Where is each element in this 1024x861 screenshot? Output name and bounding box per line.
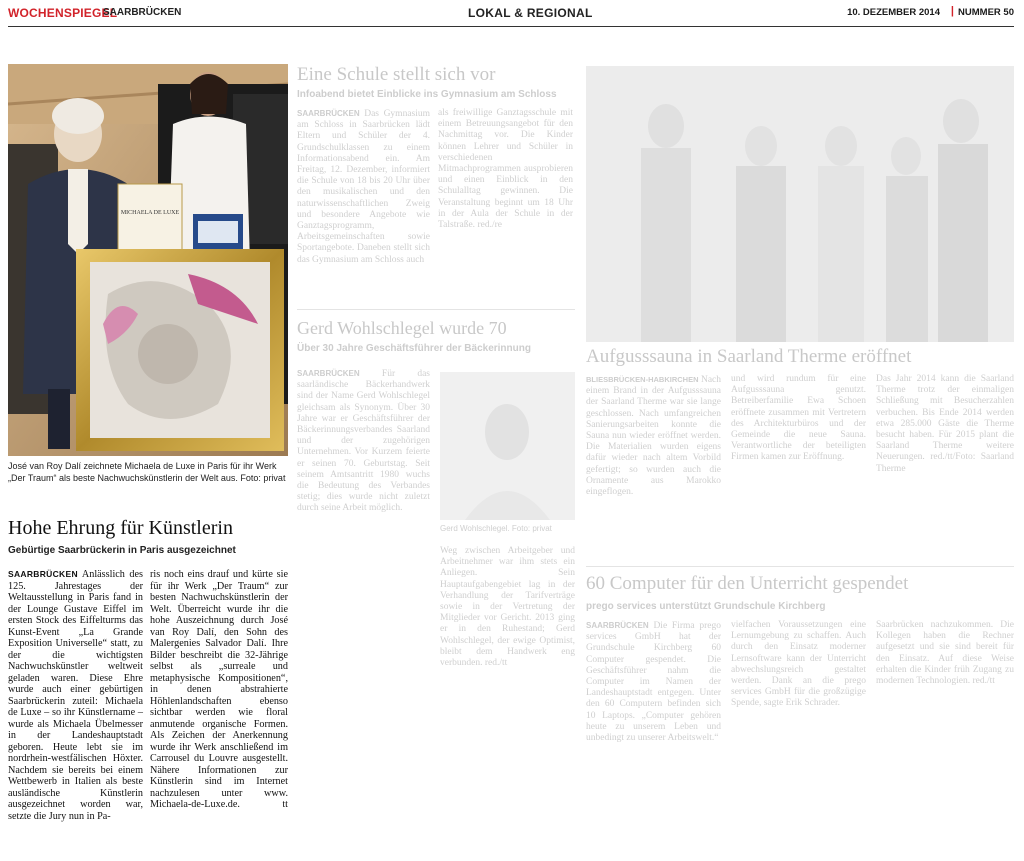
article-headline: Hohe Ehrung für Künstlerin xyxy=(8,517,233,539)
faded-text-sauna-3: Das Jahr 2014 kann die Saarland Therme trotz der einmaligen Schließung mit Besucherzahlen verbuchen. Bis Ende 2014 werden etwa 285.000 Gäste die Therme besucht haben. Für 2015 plant die Saarland Therme weitere Neuerungen. xyxy=(876,374,1014,463)
faded-col-sauna-1 xyxy=(586,374,721,564)
faded-text-gerd-2: Weg zwischen Arbeitgeber und Arbeitnehmer war ihm stets ein Anliegen. Sein Hauptaufgabengebiet lag in der Verhandlung der Tarifverträge sowie in der Vertretung der Mitglieder vor Gericht. 2013 ging er in den Ruhestand; Gerd Wohlschlegel, der ewige Optimist, bleibt dem Handwerk eng verbunden. xyxy=(440,546,575,669)
faded-signature-gerd: red./tt xyxy=(484,658,508,669)
faded-col-schule-1 xyxy=(297,108,430,308)
faded-col-gerd-1 xyxy=(297,368,430,848)
faded-title-sauna: Aufgusssauna in Saarland Therme eröffnet xyxy=(586,346,912,367)
photo-caption: José van Roy Dalí zeichnete Michaela de Luxe in Paris für ihr Werk „Der Traum“ als beste Nachwuchskünstlerin der Welt aus. Foto: privat xyxy=(8,461,286,483)
faded-col-computer-3 xyxy=(876,620,1014,850)
faded-dateline-gerd: SAARBRÜCKEN xyxy=(297,369,360,378)
divider xyxy=(586,566,1014,567)
edition-city: SAARBRÜCKEN xyxy=(103,7,182,18)
article-column-2 xyxy=(150,569,288,811)
faded-caption-gerd: Gerd Wohlschlegel. Foto: privat xyxy=(440,524,552,533)
header-separator: | xyxy=(950,5,954,17)
faded-text-computer-3: Saarbrücken nachzukommen. Die Kollegen haben die Rechner aufgesetzt und sie sind bereit für den Einsatz. Auf diese Weise erhalten die Kinder früh Zugang zu modernen Technologien. xyxy=(876,620,1014,687)
issue-date: 10. DEZEMBER 2014 xyxy=(847,7,940,18)
faded-signature-computer: red./tt xyxy=(972,676,995,687)
faded-signature-sauna: red./tt/Foto: Saarland Therme xyxy=(876,452,1014,474)
faded-text-gerd-1: Für das saarländische Bäckerhandwerk sind der Name Gerd Wohlschlegel gleichsam als Synonym. Über 30 Jahre war er Geschäftsführer der Bäckerinnungsverbandes Saarland und der zugehörigen Unternehmen. Vor Kurzem feierte er seinen 70. Geburtstag. Seit seinem Amtsantritt 1980 wuchs die Bedeutung des Verbandes stetig; dies wurde nicht zuletzt durch seine Arbeit möglich. xyxy=(297,369,430,514)
faded-title-schule: Eine Schule stellt sich vor xyxy=(297,64,496,85)
faded-col-sauna-2 xyxy=(731,374,866,564)
page-header xyxy=(8,4,1014,27)
article-column-1 xyxy=(8,569,143,822)
divider xyxy=(297,309,575,310)
article-signature: tt xyxy=(282,799,288,810)
faded-photo-gerd xyxy=(440,372,575,520)
faded-col-schule-2 xyxy=(438,108,573,308)
issue-number: NUMMER 50 xyxy=(958,7,1014,18)
faded-subtitle-schule: Infoabend bietet Einblicke ins Gymnasium am Schloss xyxy=(297,89,557,100)
faded-text-computer-2: vielfachen Voraussetzungen eine Lernumgebung zu schaffen. Auch durch den Einsatz moderner Lernsoftware kann der Unterricht abwechslungsreich gestaltet werden. Dank an die prego services GmbH für die großzügige Spende, sagte Erik Schrader. xyxy=(731,620,866,709)
faded-subtitle-computer: prego services unterstützt Grundschule Kirchberg xyxy=(586,601,826,612)
faded-text-sauna-1: Nach einem Brand in der Aufgusssauna der Saarland Therme war sie lange geschlossen. Nach umfangreichen Sanierungsarbeiten konnte die Sauna nun wieder eröffnet werden. Die Materialien wurden eigens dafür wieder nach altem Vorbild gefertigt; so wurden auch die Ornamente aus Marokko eingeflogen. xyxy=(586,375,721,498)
faded-photo-sauna xyxy=(586,66,1014,342)
faded-text-sauna-2: und wird rundum für eine Aufgusssauna genutzt. Betreiberfamilie Ewa Schoen eröffnete zusammen mit Vertretern des Architekturbüros und der Gemeinde die neue Sauna. Verantwortliche der beteiligten Firmen kamen zur Eröffnung. xyxy=(731,374,866,463)
faded-title-gerd: Gerd Wohlschlegel wurde 70 xyxy=(297,318,507,338)
faded-dateline-computer: SAARBRÜCKEN xyxy=(586,621,649,630)
article-text-col2: ris noch eins drauf und kürte sie für ihr Werk „Der Traum“ zur besten Nachwuchskünstlerin der Welt. Überreicht wurde ihr die hohe Auszeichnung durch José van Roy Dalí, den Sohn des Malergenies Salvador Dalí. Ihre Bilder beschreibt die 32-Jährige selbst als „surreale und metaphysische Kompositionen“, in denen abstrahierte Höhlenlandschaften ebenso sichtbar werden wie floral anmutende organische Formen. Als Zeichen der Anerkennung wurde ihr Werk anschließend im Carrousel du Louvre ausgestellt. Nähere Informationen zur Künstlerin sind im Internet nachzulesen unter www. Michaela-de-Luxe.de. xyxy=(150,569,288,810)
newspaper-logo: WOCHENSPIEGEL xyxy=(8,6,118,20)
faded-col-gerd-2 xyxy=(440,546,575,846)
section-title: LOKAL & REGIONAL xyxy=(468,6,593,20)
faded-text-computer-1: Die Firma prego services GmbH hat der Grundschule Kirchberg 60 Computer gespendet. Die Geschäftsführer nahm die Computer im Namen der Landeshauptstadt entgegen. Unter den 60 Computern befinden sich 10 Laptops. „Computer gehören heute zu unserem Leben und unbedingt zu unserer Arbeitswelt.“ xyxy=(586,621,721,744)
faded-text-schule-1: Das Gymnasium am Schloss in Saarbrücken lädt Eltern und Schüler der 4. Grundschulklassen zu einem Informationsabend ein. Am Freitag, 12. Dezember, informiert die Schule von 18 bis 20 Uhr über den musikalischen und den naturwissenschaftlichen Zweig und besondere Angebote wie Ganztagsprogramm, Arbeitsgemeinschaften sowie Sportangebote. Daneben stellt sich das Gymnasium am Schloss auch xyxy=(297,109,430,265)
article-dateline: SAARBRÜCKEN xyxy=(8,569,78,579)
faded-col-computer-1 xyxy=(586,620,721,850)
faded-col-computer-2 xyxy=(731,620,866,850)
faded-title-computer: 60 Computer für den Unterricht gespendet xyxy=(586,573,909,594)
article-text-col1: Anlässlich des 125. Jahrestages der Weltausstellung in Paris fand in der Lounge Gustave Eiffel im ersten Stock des Eiffelturms das Kunst-Event „La Grande Exposition Universelle“ statt, zu der die wichtigsten Nachwuchskünstler weltweit geladen waren. Diese Ehre wurde auch einer gebürtigen Saarbrückerin zuteil: Michaela de Luxe – so ihr Künstlername – wurde als Michaela Übelmesser in der Landeshauptstadt geboren. Heute lebt sie im nordrhein-westfälischen Höxter. Nachdem sie bereits bei einem Wettbewerb in Italien als beste ausländische Künstlerin ausgezeichnet worden war, setzte die Jury nun in Pa- xyxy=(8,569,144,822)
article-photo xyxy=(8,64,288,456)
faded-dateline-schule: SAARBRÜCKEN xyxy=(297,109,360,118)
faded-col-sauna-3 xyxy=(876,374,1014,564)
faded-text-schule-2: als freiwillige Ganztagsschule mit einem Betreuungsangebot für den Nachmittag vor. Die Kinder können Lehrer und Schüler in verschiedenen Mitmachprogrammen ausprobieren und einen Einblick in den Schulalltag gewinnen. Die Veranstaltung beginnt um 18 Uhr in der Aula der Schule in der Talstraße. xyxy=(438,108,573,231)
faded-signature-schule: red./re xyxy=(477,220,502,231)
certificate-text: MICHAELA DE LUXE xyxy=(120,210,180,216)
faded-subtitle-gerd: Über 30 Jahre Geschäftsführer der Bäckerinnung xyxy=(297,343,531,354)
faded-dateline-sauna: BLIESBRÜCKEN-HABKIRCHEN xyxy=(586,375,699,384)
article-subheadline: Gebürtige Saarbrückerin in Paris ausgezeichnet xyxy=(8,545,236,556)
